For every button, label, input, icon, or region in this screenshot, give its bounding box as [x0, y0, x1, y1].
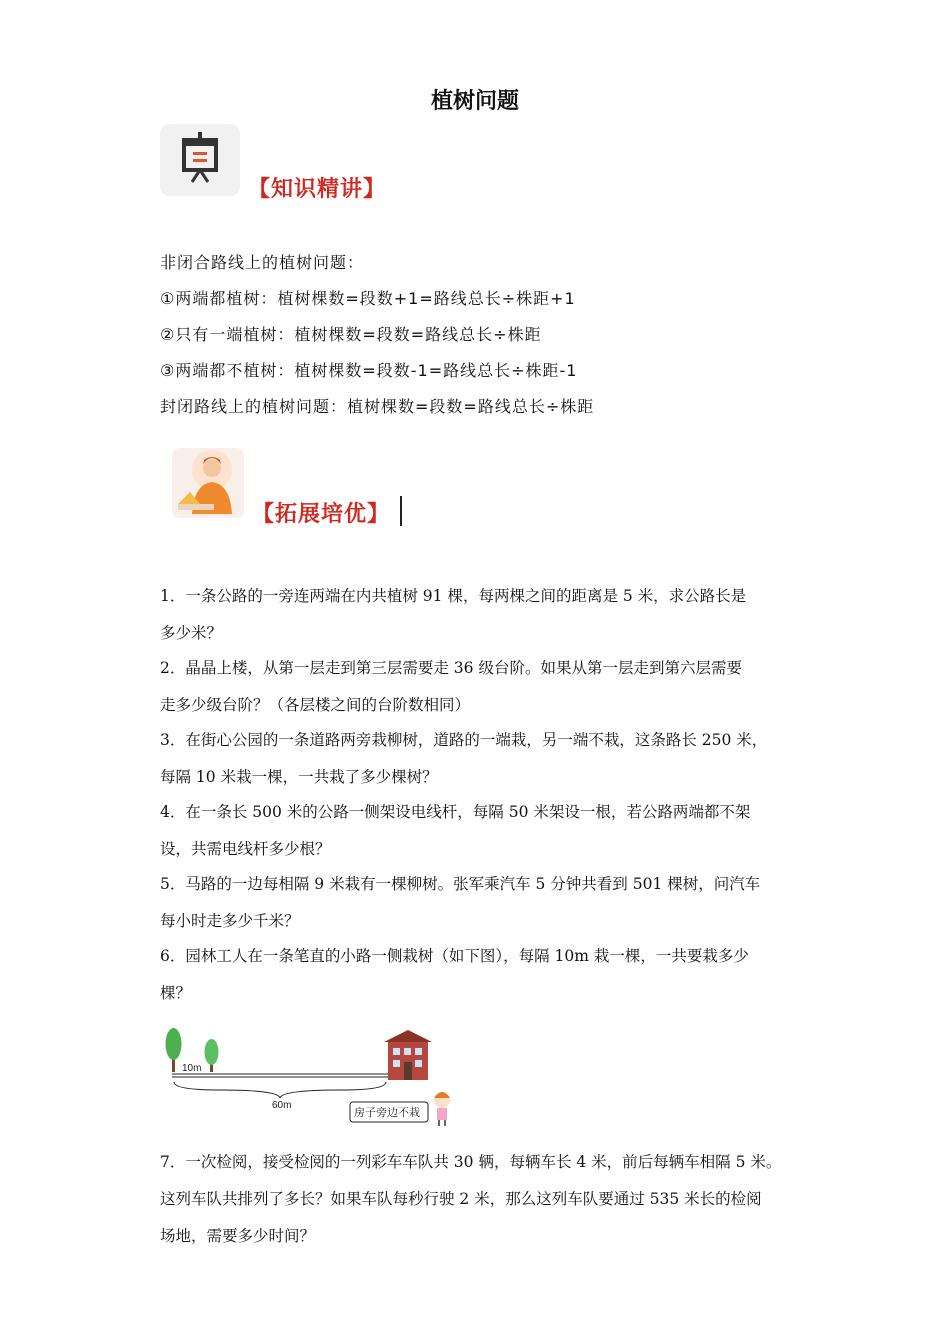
question-4: 4．在一条长 500 米的公路一侧架设电线杆，每隔 50 米架设一根，若公路两端都不架 设，共需电线杆多少根？	[160, 803, 751, 858]
house-icon	[384, 1030, 432, 1080]
knowledge-line: ②只有一端植树：植树棵数=段数=路线总长÷株距	[160, 325, 542, 344]
tree-icon	[166, 1028, 182, 1072]
teacher-icon	[172, 448, 244, 518]
knowledge-line: ①两端都植树：植树棵数=段数+1=路线总长÷株距+1	[160, 289, 576, 308]
presentation-board-icon	[160, 124, 240, 196]
question-5: 5．马路的一边每相隔 9 米栽有一棵柳树。张军乘汽车 5 分钟共看到 501 棵树，问汽车 每小时走多少千米？	[160, 875, 761, 930]
question-2: 2．晶晶上楼，从第一层走到第三层需要走 36 级台阶。如果从第一层走到第六层需要 走多少级台阶？（各层楼之间的台阶数相同）	[160, 659, 742, 714]
question-7: 7．一次检阅，接受检阅的一列彩车车队共 30 辆，每辆车长 4 米，前后每辆车相隔 5 米。 这列车队共排列了多长？如果车队每秒行驶 2 米，那么这列车队要通过 535 米长的检阅 场地，需要多少时间？	[160, 1153, 782, 1245]
label-60m: 60m	[272, 1100, 292, 1111]
note-no-planting: 房子旁边不栽	[354, 1107, 420, 1119]
tree-icon	[205, 1039, 219, 1072]
page-title: 植树问题	[430, 89, 519, 114]
extension-banner: 【拓展培优】	[252, 501, 391, 527]
knowledge-line: 非闭合路线上的植树问题：	[160, 253, 365, 272]
knowledge-line: 封闭路线上的植树问题：植树棵数=段数=路线总长÷株距	[160, 397, 595, 416]
question-3: 3．在街心公园的一条道路两旁栽柳树，道路的一端栽，另一端不栽，这条路长 250 米， 每隔 10 米栽一棵，一共栽了多少棵树？	[160, 731, 768, 786]
text-cursor	[400, 496, 402, 526]
knowledge-banner: 【知识精讲】	[248, 176, 387, 202]
label-10m: 10m	[182, 1063, 202, 1074]
knowledge-line: ③两端都不植树：植树棵数=段数-1=路线总长÷株距-1	[160, 361, 578, 380]
question-6: 6．园林工人在一条笔直的小路一侧栽树（如下图），每隔 10m 栽一棵，一共要栽多少 棵？	[160, 947, 749, 1002]
question-1: 1．一条公路的一旁连两端在内共植树 91 棵，每两棵之间的距离是 5 米，求公路长是 多少米？	[160, 587, 747, 642]
girl-icon	[434, 1092, 450, 1126]
planting-diagram	[160, 1024, 470, 1134]
